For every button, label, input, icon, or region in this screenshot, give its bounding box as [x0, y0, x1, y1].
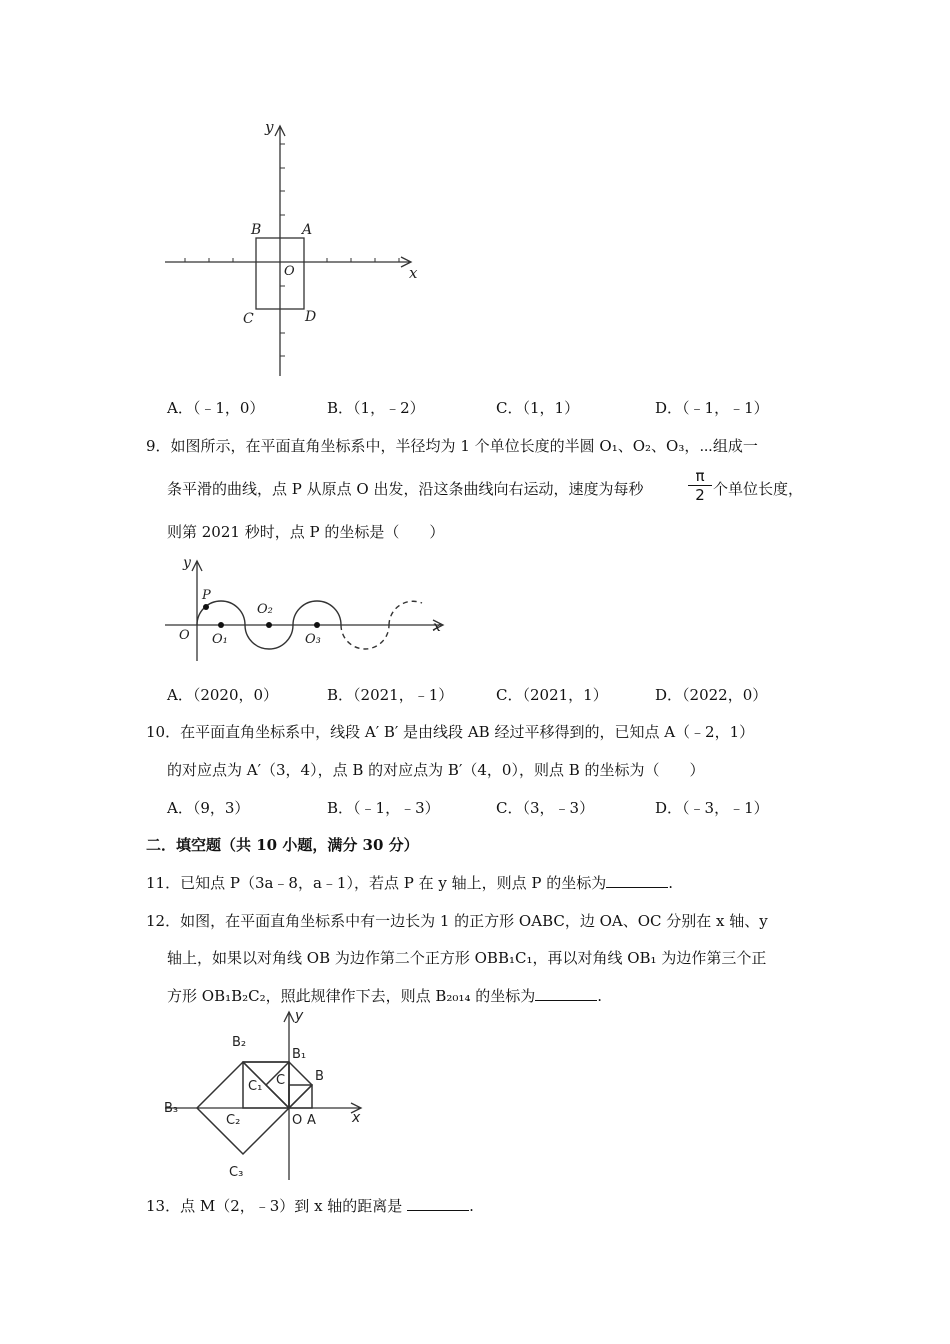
q12-point-c1-label: C₁	[248, 1079, 263, 1094]
q9-question-line-3: 则第 2021 秒时，点 P 的坐标是（ ）	[167, 523, 445, 541]
q8-option-a[interactable]: A．（﹣1，0）	[167, 399, 265, 417]
q10-option-b[interactable]: B．（﹣1，﹣3）	[327, 799, 440, 817]
q12-point-c2-label: C₂	[226, 1113, 241, 1128]
q9-center-o3-label: O₃	[305, 632, 321, 647]
q9-option-b[interactable]: B．（2021，﹣1）	[327, 686, 454, 704]
q9-wave-figure	[160, 553, 455, 668]
q8-option-c[interactable]: C．（1，1）	[496, 399, 580, 417]
q11-question	[146, 873, 673, 893]
q8-point-c-label: C	[243, 311, 254, 327]
q9-center-o2-label: O₂	[257, 602, 273, 617]
q13-question-text: 13．点 M（2，﹣3）到 x 轴的距离是	[146, 1197, 403, 1215]
q12-question-line-2: 轴上，如果以对角线 OB 为边作第二个正方形 OBB₁C₁，再以对角线 OB₁ 为边作第三个正	[167, 949, 767, 967]
q9-option-c[interactable]: C．（2021，1）	[496, 686, 608, 704]
q12-y-axis-label: y	[295, 1008, 304, 1024]
q10-question-line-2: 的对应点为 A′（3，4），点 B 的对应点为 B′（4，0），则点 B 的坐标为（ ）	[167, 761, 705, 779]
q8-point-a-label: A	[302, 222, 313, 238]
q9-question-line-1: 9．如图所示，在平面直角坐标系中，半径均为 1 个单位长度的半圆 O₁、O₂、O₃，⋯组成一	[146, 437, 758, 455]
q13-period: .	[469, 1197, 474, 1215]
q12-period: .	[597, 987, 603, 1005]
q8-coordinate-figure	[155, 118, 430, 383]
q10-option-d[interactable]: D．（﹣3，﹣1）	[655, 799, 769, 817]
q12-square-spiral-figure	[160, 1008, 375, 1188]
q9-origin-label: O	[179, 628, 190, 643]
q8-point-d-label: D	[305, 309, 317, 325]
q9-fraction	[688, 467, 712, 504]
q8-option-d[interactable]: D．（﹣1，﹣1）	[655, 399, 769, 417]
q11-period: .	[668, 874, 674, 892]
q10-option-a[interactable]: A．（9，3）	[167, 799, 250, 817]
q8-origin-label: O	[284, 264, 295, 279]
section-fill-in-title: 二．填空题（共 10 小题，满分 30 分）	[146, 836, 419, 854]
q10-option-c[interactable]: C．（3，﹣3）	[496, 799, 595, 817]
q9-option-d[interactable]: D．（2022，0）	[655, 686, 768, 704]
q12-x-axis-label: x	[352, 1110, 361, 1126]
q9-center-o1-label: O₁	[212, 632, 228, 647]
q12-origin-label: O	[292, 1113, 303, 1128]
q9-question-line-2a: 条平滑的曲线，点 P 从原点 O 出发，沿这条曲线向右运动，速度为每秒	[167, 480, 644, 498]
q9-question-line-2b: 个单位长度，	[713, 480, 804, 498]
q12-answer-blank[interactable]	[535, 986, 597, 1001]
q9-fraction-denominator: 2	[695, 486, 705, 504]
q9-option-a[interactable]: A．（2020，0）	[167, 686, 279, 704]
q8-y-axis-label: y	[265, 118, 274, 136]
q8-point-b-label: B	[251, 222, 262, 238]
q12-question-line-1: 12．如图，在平面直角坐标系中有一边长为 1 的正方形 OABC，边 OA、OC 分别在 x 轴、y	[146, 912, 768, 930]
q8-x-axis-label: x	[409, 264, 418, 282]
q8-option-b[interactable]: B．（1，﹣2）	[327, 399, 425, 417]
q12-point-b3-label: B₃	[164, 1101, 179, 1116]
q13-answer-blank[interactable]	[407, 1196, 469, 1211]
q13-question	[146, 1196, 474, 1216]
q9-y-axis-label: y	[183, 555, 191, 571]
q12-question-line-3	[167, 986, 602, 1006]
q12-point-b2-label: B₂	[232, 1035, 247, 1050]
q12-point-b-label: B	[315, 1069, 324, 1084]
q9-fraction-numerator: π	[695, 467, 705, 485]
q10-question-line-1: 10．在平面直角坐标系中，线段 A′ B′ 是由线段 AB 经过平移得到的，已知点 A（﹣2，1）	[146, 723, 755, 741]
q9-point-p-label: P	[202, 588, 211, 603]
q11-answer-blank[interactable]	[606, 873, 668, 888]
q12-point-a-label: A	[307, 1113, 316, 1128]
q12-point-c3-label: C₃	[229, 1165, 244, 1180]
q12-point-c-label: C	[276, 1073, 286, 1088]
q9-x-axis-label: x	[433, 619, 441, 635]
q12-question-line-3-text: 方形 OB₁B₂C₂，照此规律作下去，则点 B₂₀₁₄ 的坐标为	[167, 987, 536, 1005]
q12-point-b1-label: B₁	[292, 1047, 307, 1062]
q11-question-text: 11．已知点 P（3a﹣8，a﹣1），若点 P 在 y 轴上，则点 P 的坐标为	[146, 874, 607, 892]
